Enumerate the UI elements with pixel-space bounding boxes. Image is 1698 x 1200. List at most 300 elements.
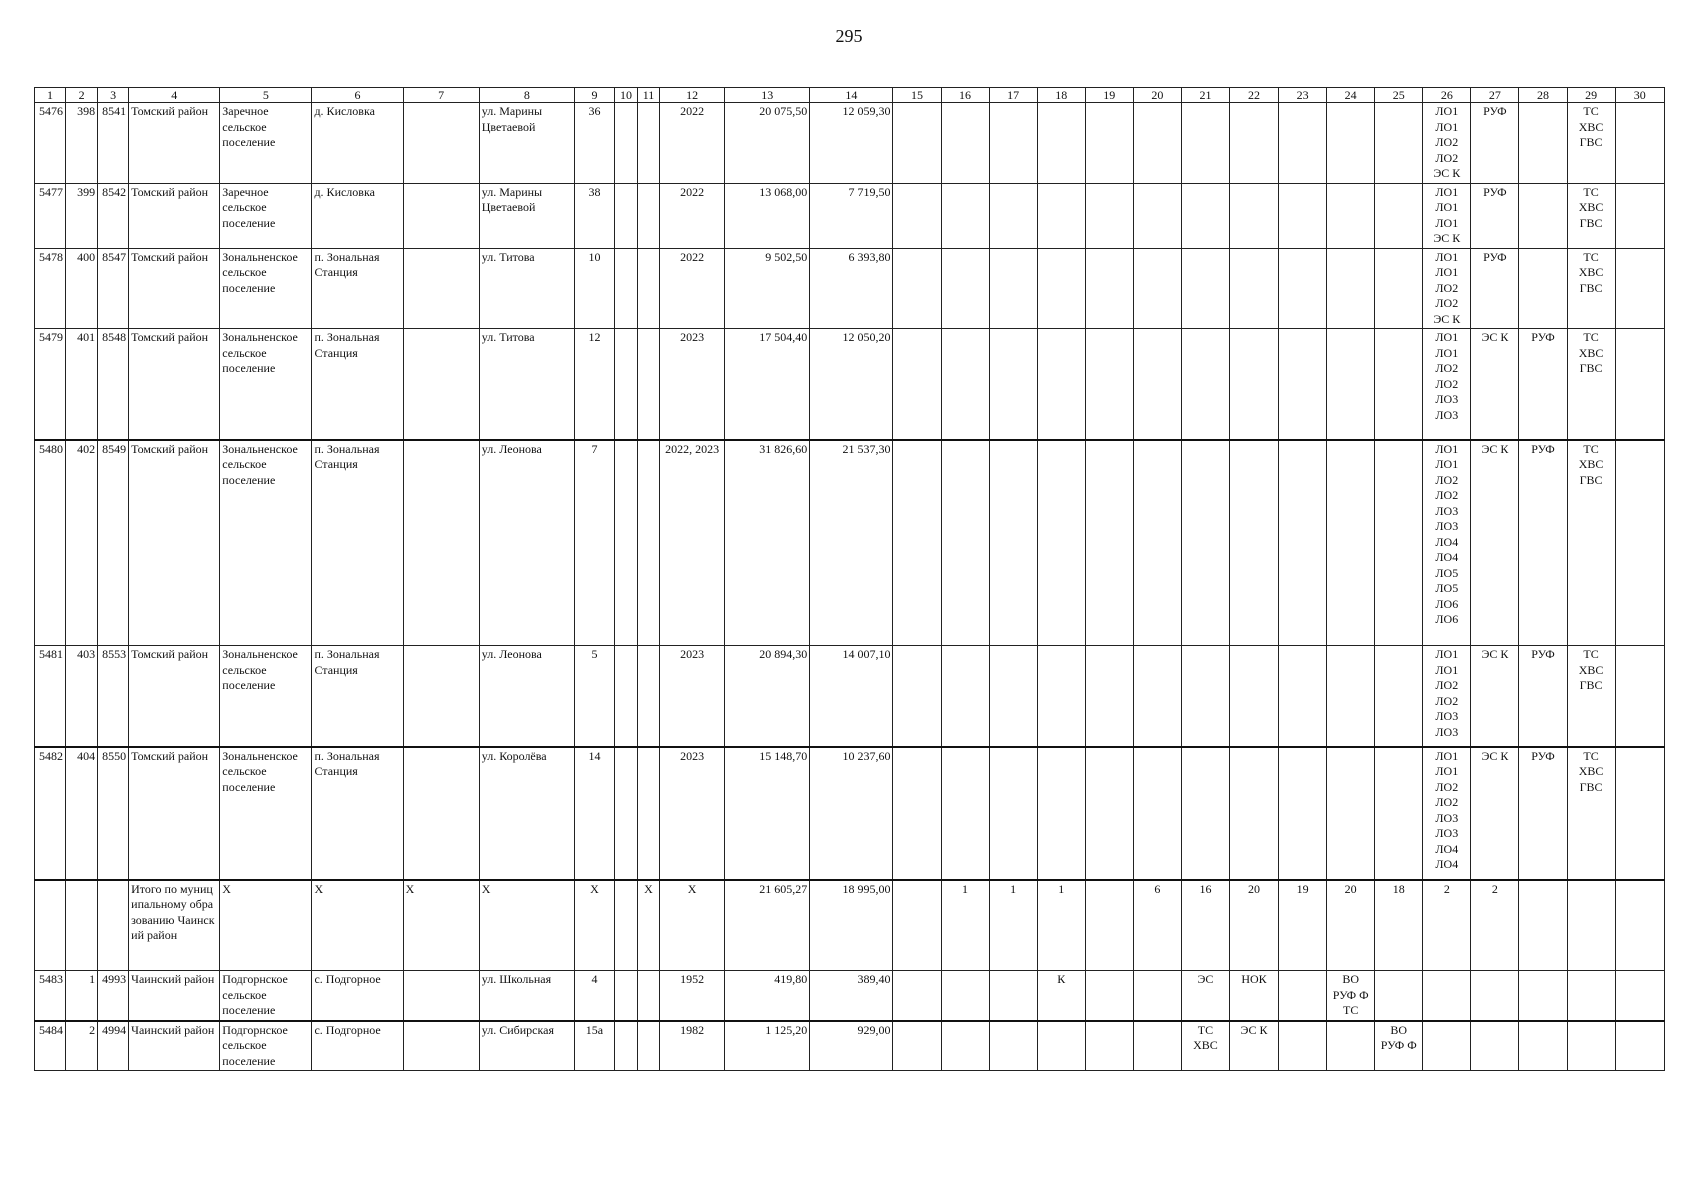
cell-col-17 [989,971,1037,1021]
cell-col-4: Чаинский район [129,1021,220,1071]
cell-col-28 [1519,248,1567,329]
cell-col-14: 6 393,80 [810,248,893,329]
total-col-6: X [312,880,403,971]
cell-col-29 [1567,971,1615,1021]
cell-col-4: Чаинский район [129,971,220,1021]
cell-col-5: Зональненское сельское поселение [220,646,312,747]
cell-col-11 [638,440,660,646]
cell-col-6: с. Подгорное [312,1021,403,1071]
cell-col-13: 20 894,30 [725,646,810,747]
cell-col-10 [614,183,637,248]
cell-col-24 [1327,646,1375,747]
cell-col-2: 1 [66,971,98,1021]
column-number-6: 6 [312,88,403,103]
cell-col-3: 8550 [98,747,129,880]
cell-col-24 [1327,747,1375,880]
cell-col-20 [1133,1021,1181,1071]
cell-col-23 [1279,971,1327,1021]
cell-line: ТС [1583,647,1599,661]
cell-col-17 [989,329,1037,440]
cell-col-15 [893,747,941,880]
total-col-30 [1615,880,1664,971]
cell-col-7 [403,440,479,646]
total-col-9: X [574,880,614,971]
cell-col-11 [638,103,660,184]
cell-col-26 [1423,183,1471,248]
cell-col-30 [1615,183,1664,248]
cell-col-13: 31 826,60 [725,440,810,646]
cell-col-28: РУФ [1519,747,1567,880]
cell-col-3: 4993 [98,971,129,1021]
cell-col-12: 1952 [660,971,725,1021]
cell-line: ЛО1 [1435,457,1459,471]
cell-col-26 [1423,440,1471,646]
cell-col-28 [1519,971,1567,1021]
total-col-23: 19 [1279,880,1327,971]
cell-col-7 [403,248,479,329]
cell-col-14: 929,00 [810,1021,893,1071]
cell-col-17 [989,1021,1037,1071]
cell-col-3: 4994 [98,1021,129,1071]
column-number-21: 21 [1181,88,1229,103]
cell-col-29 [1567,440,1615,646]
cell-col-18 [1037,747,1085,880]
table-row [35,103,1665,184]
cell-line: ЛО1 [1435,265,1459,279]
cell-col-23 [1279,103,1327,184]
table-row [35,747,1665,880]
total-col-22: 20 [1229,880,1278,971]
cell-col-13: 17 504,40 [725,329,810,440]
total-col-11: X [638,880,660,971]
cell-col-16 [941,440,989,646]
cell-col-8: ул. Леонова [479,646,574,747]
cell-col-4: Томский район [129,440,220,646]
cell-line: ТС [1197,1022,1214,1037]
cell-line: ХВС [1578,662,1604,677]
cell-col-16 [941,747,989,880]
cell-col-13: 20 075,50 [725,103,810,184]
total-col-3 [98,880,129,971]
cell-col-14: 389,40 [810,971,893,1021]
cell-col-25 [1375,103,1423,184]
cell-col-20 [1133,646,1181,747]
cell-col-3: 8541 [98,103,129,184]
cell-line: ЛО2 [1435,296,1459,310]
cell-col-21 [1181,248,1229,329]
cell-line: ЛО2 [1435,376,1459,391]
table-row [35,440,1665,646]
cell-col-17 [989,183,1037,248]
cell-col-12: 2022, 2023 [660,440,725,646]
cell-col-23 [1279,329,1327,440]
column-number-29: 29 [1567,88,1615,103]
column-number-24: 24 [1327,88,1375,103]
cell-line: ЛО2 [1435,150,1459,165]
cell-col-9: 36 [574,103,614,184]
table-row [35,248,1665,329]
cell-col-7 [403,646,479,747]
cell-col-12: 1982 [660,1021,725,1071]
cell-col-27: ЭС К [1471,440,1519,646]
cell-col-16 [941,103,989,184]
cell-line: ЛО4 [1435,857,1459,871]
cell-col-24 [1327,103,1375,184]
cell-col-21 [1181,183,1229,248]
cell-col-27 [1471,971,1519,1021]
cell-col-6: п. Зональная Станция [312,329,403,440]
cell-col-18 [1037,103,1085,184]
cell-col-10 [614,248,637,329]
cell-line: ЛО3 [1435,709,1459,723]
column-number-27: 27 [1471,88,1519,103]
cell-col-5: Зональненское сельское поселение [220,329,312,440]
total-col-14: 18 995,00 [810,880,893,971]
cell-col-15 [893,440,941,646]
cell-col-5: Заречное сельское поселение [220,103,312,184]
cell-col-7 [403,971,479,1021]
cell-line: ЛО2 [1435,135,1459,149]
cell-col-23 [1279,183,1327,248]
column-number-16: 16 [941,88,989,103]
cell-col-12: 2023 [660,747,725,880]
cell-col-20 [1133,103,1181,184]
cell-col-1: 5477 [35,183,66,248]
cell-col-14: 14 007,10 [810,646,893,747]
cell-col-10 [614,646,637,747]
cell-line: ХВС [1578,457,1604,471]
cell-col-6: д. Кисловка [312,103,403,184]
cell-col-6: п. Зональная Станция [312,248,403,329]
cell-col-19 [1085,183,1133,248]
cell-col-4: Томский район [129,747,220,880]
cell-line: ХВС [1578,345,1604,360]
cell-col-25 [1375,646,1423,747]
cell-line: ЛО1 [1435,104,1459,118]
cell-col-19 [1085,329,1133,440]
cell-col-25 [1375,1021,1423,1071]
cell-col-14: 21 537,30 [810,440,893,646]
cell-col-21 [1181,747,1229,880]
cell-col-4: Томский район [129,646,220,747]
cell-line: ЛО2 [1435,472,1459,487]
cell-col-24 [1327,971,1375,1021]
total-col-2 [66,880,98,971]
cell-col-11 [638,971,660,1021]
total-col-27: 2 [1471,880,1519,971]
cell-col-24 [1327,440,1375,646]
total-col-24: 20 [1327,880,1375,971]
cell-col-30 [1615,971,1664,1021]
column-number-8: 8 [479,88,574,103]
total-col-12: X [660,880,725,971]
cell-line: ЛО1 [1435,215,1459,230]
cell-line: ЛО1 [1435,647,1459,661]
cell-col-9: 12 [574,329,614,440]
cell-col-27: РУФ [1471,103,1519,184]
cell-col-2: 400 [66,248,98,329]
cell-col-2: 402 [66,440,98,646]
cell-col-26 [1423,646,1471,747]
cell-col-10 [614,329,637,440]
cell-col-1: 5480 [35,440,66,646]
cell-col-24 [1327,329,1375,440]
cell-col-19 [1085,646,1133,747]
total-col-28 [1519,880,1567,971]
cell-col-25 [1375,440,1423,646]
cell-col-17 [989,440,1037,646]
cell-col-5: Подгорнское сельское поселение [220,1021,312,1071]
cell-col-10 [614,747,637,880]
cell-col-23 [1279,1021,1327,1071]
column-number-28: 28 [1519,88,1567,103]
cell-col-17 [989,646,1037,747]
cell-line: ЛО2 [1435,693,1459,708]
cell-col-30 [1615,1021,1664,1071]
total-row [35,880,1665,971]
cell-col-9: 5 [574,646,614,747]
total-col-17: 1 [989,880,1037,971]
cell-col-8: ул. Леонова [479,440,574,646]
cell-col-28: РУФ [1519,646,1567,747]
cell-col-3: 8542 [98,183,129,248]
cell-col-18 [1037,183,1085,248]
cell-col-22 [1229,329,1278,440]
cell-col-30 [1615,440,1664,646]
cell-col-4: Томский район [129,248,220,329]
cell-line: ХВС [1578,200,1604,214]
cell-col-23 [1279,248,1327,329]
cell-col-22 [1229,248,1278,329]
cell-line: ЛО1 [1435,119,1459,134]
table-row [35,183,1665,248]
cell-col-20 [1133,329,1181,440]
cell-col-27 [1471,1021,1519,1071]
cell-col-1: 5482 [35,747,66,880]
cell-col-17 [989,248,1037,329]
cell-col-9: 10 [574,248,614,329]
column-number-26: 26 [1423,88,1471,103]
cell-col-15 [893,329,941,440]
cell-line: ВО [1342,972,1360,986]
cell-col-5: Зональненское сельское поселение [220,747,312,880]
cell-col-30 [1615,248,1664,329]
table-row [35,329,1665,440]
cell-line: ТС [1583,184,1599,199]
cell-col-15 [893,103,941,184]
cell-col-5: Подгорнское сельское поселение [220,971,312,1021]
cell-col-29 [1567,1021,1615,1071]
cell-col-2: 399 [66,183,98,248]
cell-col-22 [1229,440,1278,646]
cell-col-24 [1327,183,1375,248]
cell-col-20 [1133,440,1181,646]
column-number-23: 23 [1279,88,1327,103]
cell-col-15 [893,971,941,1021]
cell-col-19 [1085,440,1133,646]
cell-col-1: 5483 [35,971,66,1021]
cell-col-6: п. Зональная Станция [312,646,403,747]
cell-col-25 [1375,183,1423,248]
cell-col-9: 38 [574,183,614,248]
cell-col-14: 7 719,50 [810,183,893,248]
cell-line: ГВС [1579,472,1603,487]
cell-col-21: ЭС [1181,971,1229,1021]
cell-line: ГВС [1579,280,1603,295]
column-number-3: 3 [98,88,129,103]
cell-col-7 [403,747,479,880]
cell-col-30 [1615,646,1664,747]
cell-col-18: К [1037,971,1085,1021]
cell-col-14: 12 050,20 [810,329,893,440]
cell-col-27: ЭС К [1471,329,1519,440]
cell-col-18 [1037,646,1085,747]
cell-line: ТС [1583,104,1599,118]
total-col-1 [35,880,66,971]
cell-col-8: ул. Школьная [479,971,574,1021]
cell-line: ЛО2 [1435,678,1459,692]
cell-col-12: 2023 [660,646,725,747]
cell-col-16 [941,183,989,248]
cell-line: ТС [1583,748,1599,763]
cell-col-18 [1037,329,1085,440]
housing-registry-table [34,87,1665,1071]
cell-col-1: 5481 [35,646,66,747]
cell-col-4: Томский район [129,329,220,440]
column-number-18: 18 [1037,88,1085,103]
cell-line: ХВС [1193,1038,1218,1052]
cell-line: ВО [1390,1022,1408,1037]
cell-line: ЭС К [1433,231,1461,245]
cell-col-2: 403 [66,646,98,747]
cell-col-16 [941,971,989,1021]
column-number-17: 17 [989,88,1037,103]
cell-col-25 [1375,329,1423,440]
cell-col-27: РУФ [1471,183,1519,248]
cell-col-15 [893,1021,941,1071]
cell-col-19 [1085,747,1133,880]
cell-line: ЛО3 [1435,519,1459,533]
cell-col-12: 2023 [660,329,725,440]
cell-col-24 [1327,1021,1375,1071]
cell-line: ЛО3 [1435,503,1459,518]
cell-col-7 [403,183,479,248]
cell-col-21 [1181,646,1229,747]
cell-col-3: 8547 [98,248,129,329]
cell-col-13: 9 502,50 [725,248,810,329]
cell-col-30 [1615,747,1664,880]
cell-col-26 [1423,103,1471,184]
cell-line: ЛО3 [1435,810,1459,825]
cell-col-16 [941,1021,989,1071]
cell-line: ХВС [1578,764,1604,778]
cell-line: ГВС [1579,779,1603,794]
cell-col-14: 10 237,60 [810,747,893,880]
cell-line: ЭС К [1433,166,1461,180]
total-col-21: 16 [1181,880,1229,971]
cell-col-29 [1567,103,1615,184]
table-row [35,646,1665,747]
cell-line: ТС [1583,441,1599,456]
column-number-19: 19 [1085,88,1133,103]
cell-col-12: 2022 [660,248,725,329]
cell-col-27: РУФ [1471,248,1519,329]
cell-line: ТС [1343,1003,1359,1017]
cell-col-3: 8549 [98,440,129,646]
cell-col-8: ул. Марины Цветаевой [479,183,574,248]
cell-col-1: 5476 [35,103,66,184]
cell-line: ЛО2 [1435,361,1459,375]
cell-col-3: 8548 [98,329,129,440]
cell-col-11 [638,248,660,329]
cell-line: ЛО3 [1435,407,1459,422]
cell-col-26 [1423,248,1471,329]
cell-line: ЭС К [1433,311,1461,326]
cell-col-20 [1133,248,1181,329]
column-number-13: 13 [725,88,810,103]
cell-col-9: 7 [574,440,614,646]
cell-col-30 [1615,103,1664,184]
column-number-12: 12 [660,88,725,103]
column-number-20: 20 [1133,88,1181,103]
cell-line: ЛО3 [1435,392,1459,406]
cell-col-16 [941,646,989,747]
total-col-29 [1567,880,1615,971]
cell-col-15 [893,646,941,747]
cell-line: ЛО1 [1435,662,1459,677]
cell-line: ГВС [1579,215,1603,230]
cell-col-28 [1519,183,1567,248]
cell-col-28 [1519,103,1567,184]
cell-line: ЛО3 [1435,826,1459,840]
cell-col-19 [1085,103,1133,184]
cell-col-26 [1423,329,1471,440]
cell-col-12: 2022 [660,183,725,248]
column-number-30: 30 [1615,88,1664,103]
cell-line: РУФ Ф [1332,987,1369,1002]
cell-col-22 [1229,183,1278,248]
cell-line: ЛО1 [1435,184,1459,199]
cell-col-16 [941,329,989,440]
cell-col-10 [614,103,637,184]
cell-col-26 [1423,971,1471,1021]
table-row [35,971,1665,1021]
cell-col-25 [1375,747,1423,880]
cell-line: ЛО2 [1435,779,1459,794]
cell-line: РУФ Ф [1380,1038,1417,1052]
cell-col-2: 398 [66,103,98,184]
cell-col-26 [1423,1021,1471,1071]
cell-col-6: д. Кисловка [312,183,403,248]
cell-col-3: 8553 [98,646,129,747]
total-col-25: 18 [1375,880,1423,971]
total-col-7: X [403,880,479,971]
cell-col-27: ЭС К [1471,646,1519,747]
cell-line: ЛО2 [1435,795,1459,809]
cell-col-26 [1423,747,1471,880]
cell-col-21 [1181,1021,1229,1071]
cell-col-5: Зональненское сельское поселение [220,440,312,646]
cell-col-1: 5479 [35,329,66,440]
cell-col-13: 1 125,20 [725,1021,810,1071]
cell-col-28: РУФ [1519,440,1567,646]
total-col-16: 1 [941,880,989,971]
cell-col-25 [1375,248,1423,329]
cell-line: ГВС [1579,678,1603,692]
column-number-10: 10 [614,88,637,103]
cell-col-22 [1229,747,1278,880]
column-number-15: 15 [893,88,941,103]
